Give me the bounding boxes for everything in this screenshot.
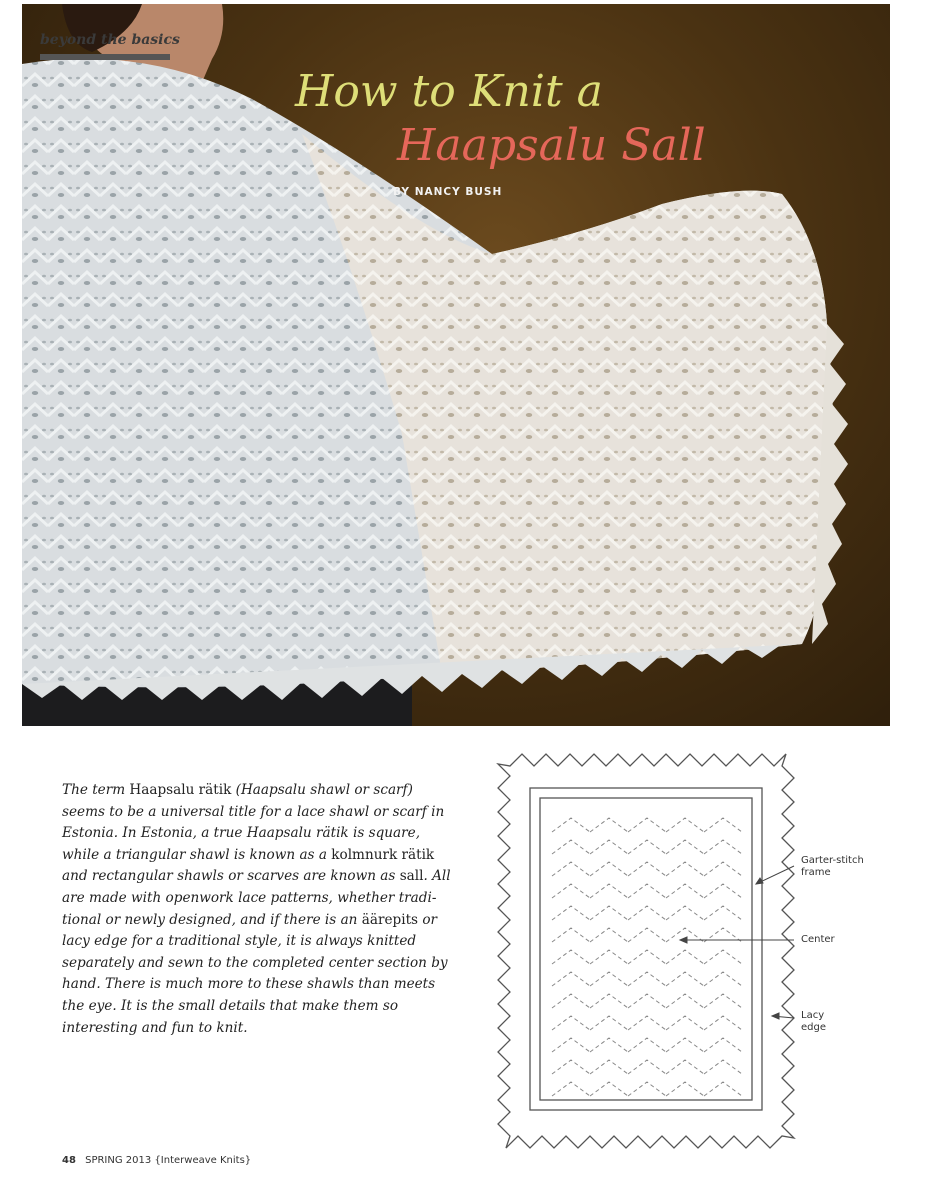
intro-segment: The term — [62, 782, 130, 798]
callout-lacy-edge — [801, 1010, 826, 1034]
intro-segment: sall — [399, 868, 424, 885]
intro-segment: äärepits — [361, 911, 419, 928]
intro-segment: and rectangular shawls or scarves are known as — [62, 868, 400, 885]
lace-chevron-row — [552, 818, 742, 832]
lace-chevron-row — [552, 840, 742, 854]
page-footer — [62, 1155, 251, 1166]
intro-segment: (Haapsalu shawl or scarf) seems to be a universal title for a lace shawl or scarf in Estonia. In Estonia, a true Haapsalu rätik is square, while a triangular shawl is known as a — [62, 782, 445, 863]
lace-chevron-row — [552, 950, 742, 964]
callout-edge-line2: edge — [801, 1022, 826, 1033]
intro-segment: kolmnurk rätik — [331, 846, 435, 863]
lace-chevron-row — [552, 862, 742, 876]
garter-frame-outer — [530, 788, 762, 1110]
lace-chevron-row — [552, 994, 742, 1008]
intro-paragraph — [62, 780, 452, 1039]
lace-chevron-row — [552, 884, 742, 898]
callout-edge-line1: Lacy — [801, 1010, 825, 1021]
author-byline: BY NANCY BUSH — [393, 186, 503, 198]
callout-frame-line1: Garter-stitch — [801, 855, 864, 866]
article-title-line2: Haapsalu Sall — [397, 120, 706, 171]
shawl-schematic-diagram — [494, 748, 814, 1153]
lace-chevron-row — [552, 1038, 742, 1052]
intro-segment: or lacy edge for a traditional style, it is always knitted separately and sewn to the completed center section by hand. There is much more to these shawls than meets the eye. It is the small details that make them so interesting and fun to knit. — [62, 911, 448, 1036]
callout-center: Center — [801, 934, 835, 945]
intro-segment: . All are made with openwork lace patterns, whether tradi-tional or newly designed, and if there is an — [62, 868, 451, 928]
page-number: 48 — [62, 1155, 76, 1166]
issue-label: SPRING 2013 — [85, 1155, 152, 1166]
lace-chevron-row — [552, 1082, 742, 1096]
lace-chevron-row — [552, 1060, 742, 1074]
section-tag-rule — [40, 54, 170, 60]
lace-chevron-row — [552, 972, 742, 986]
callout-garter-stitch-frame — [801, 855, 864, 879]
garter-frame-inner — [540, 798, 752, 1100]
section-tag: beyond the basics — [40, 32, 180, 48]
article-title-line1: How to Knit a — [295, 66, 603, 117]
lace-chevron-row — [552, 1016, 742, 1030]
intro-segment: Haapsalu rätik — [129, 782, 232, 798]
magazine-name: {Interweave Knits} — [154, 1155, 252, 1166]
lace-chevron-row — [552, 906, 742, 920]
callout-frame-line2: frame — [801, 867, 831, 878]
